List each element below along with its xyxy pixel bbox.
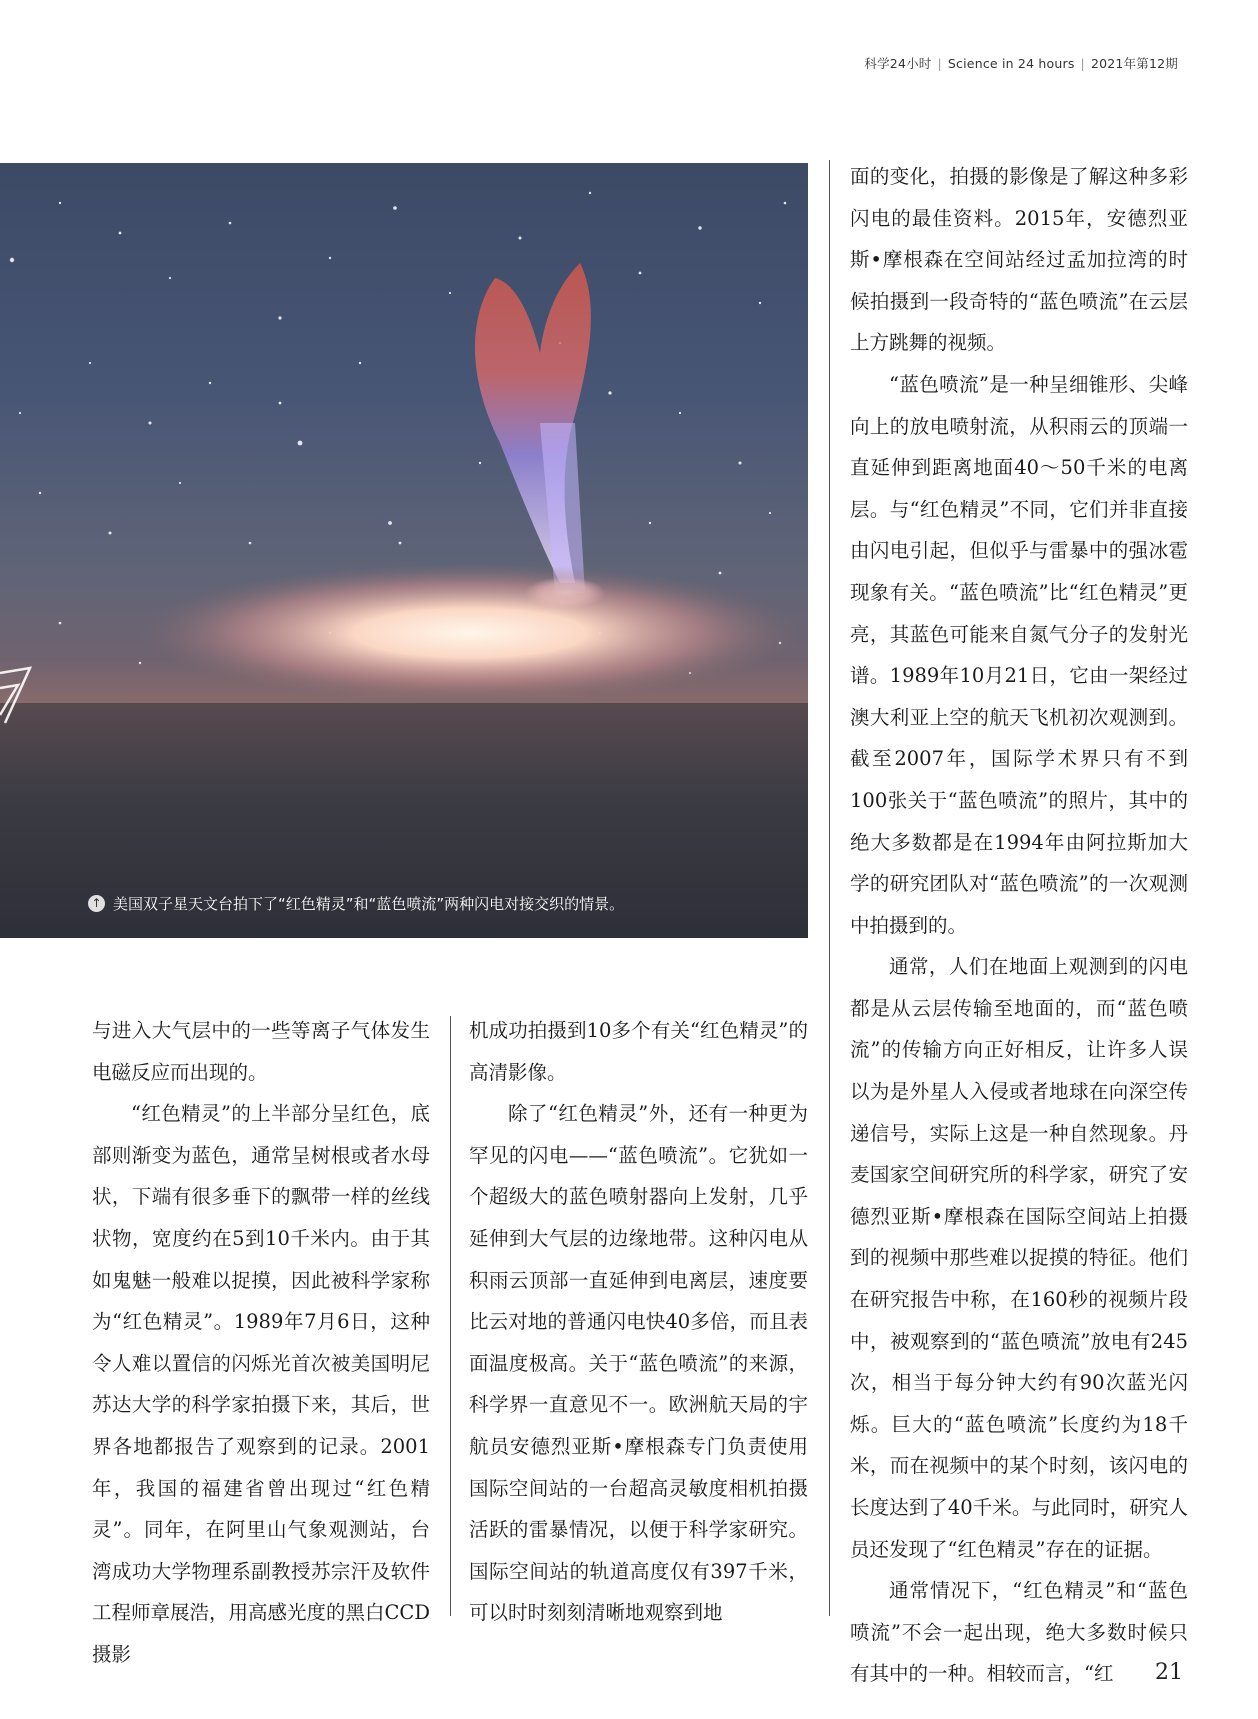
column-divider	[829, 160, 830, 1616]
text-column-3	[850, 156, 1188, 1695]
photo-caption	[88, 893, 624, 914]
photo-illustration	[0, 163, 808, 938]
caption-text: 美国双子星天文台拍下了“红色精灵”和“蓝色喷流”两种闪电对接交织的情景。	[113, 895, 625, 913]
issue-label: 2021年第12期	[1090, 56, 1178, 71]
paragraph: 面的变化，拍摄的影像是了解这种多彩闪电的最佳资料。2015年，安德烈亚斯•摩根森在空间站经过孟加拉湾的时候拍摄到一段奇特的“蓝色喷流”在云层上方跳舞的视频。	[850, 165, 1188, 355]
header-separator: |	[937, 56, 942, 71]
up-arrow-icon: ↑	[88, 895, 105, 912]
paragraph: “蓝色喷流”是一种呈细锥形、尖峰向上的放电喷射流，从积雨云的顶端一直延伸到距离地面40～50千米的电离层。与“红色精灵”不同，它们并非直接由闪电引起，但似乎与雷暴中的强冰雹现象有关。“蓝色喷流”比“红色精灵”更亮，其蓝色可能来自氮气分子的发射光谱。1989年10月21日，它由一架经过澳大利亚上空的航天飞机初次观测到。截至2007年，国际学术界只有不到100张关于“蓝色喷流”的照片，其中的绝大多数都是在1994年由阿拉斯加大学的研究团队对“蓝色喷流”的一次观测中拍摄到的。	[850, 372, 1188, 937]
running-header	[864, 54, 1178, 72]
storm-cloud-glow	[140, 563, 800, 703]
text-column-1	[92, 1010, 430, 1676]
header-separator: |	[1080, 56, 1085, 71]
paragraph: “红色精灵”的上半部分呈红色，底部则渐变为蓝色，通常呈树根或者水母状，下端有很多垂下的飘带一样的丝线状物，宽度约在5到10千米内。由于其如鬼魅一般难以捉摸，因此被科学家称为“红色精灵”。1989年7月6日，这种令人难以置信的闪烁光首次被美国明尼苏达大学的科学家拍摄下来，其后，世界各地都报告了观察到的记录。2001年，我国的福建省曾出现过“红色精灵”。同年，在阿里山气象观测站，台湾成功大学物理系副教授苏宗汗及软件工程师章展浩，用高感光度的黑白CCD摄影	[92, 1102, 430, 1666]
magazine-name: 科学24小时	[864, 56, 932, 71]
text-column-2	[469, 1010, 808, 1634]
lightning-photo	[0, 163, 808, 938]
column-divider	[450, 1016, 451, 1616]
page-number: 21	[1155, 1660, 1183, 1685]
paragraph: 通常，人们在地面上观测到的闪电都是从云层传输至地面的，而“蓝色喷流”的传输方向正好相反，让许多人误以为是外星人入侵或者地球在向深空传递信号，实际上这是一种自然现象。丹麦国家空间研究所的科学家，研究了安德烈亚斯•摩根森在国际空间站上拍摄到的视频中那些难以捉摸的特征。他们在研究报告中称，在160秒的视频片段中，被观察到的“蓝色喷流”放电有245次，相当于每分钟大约有90次蓝光闪烁。巨大的“蓝色喷流”长度约为18千米，而在视频中的某个时刻，该闪电的长度达到了40千米。与此同时，研究人员还发现了“红色精灵”存在的证据。	[850, 955, 1188, 1561]
paragraph: 除了“红色精灵”外，还有一种更为罕见的闪电——“蓝色喷流”。它犹如一个超级大的蓝色喷射器向上发射，几乎延伸到大气层的边缘地带。这种闪电从积雨云顶部一直延伸到电离层，速度要比云对地的普通闪电快40多倍，而且表面温度极高。关于“蓝色喷流”的来源，科学界一直意见不一。欧洲航天局的宇航员安德烈亚斯•摩根森专门负责使用国际空间站的一台超高灵敏度相机拍摄活跃的雷暴情况，以便于科学家研究。国际空间站的轨道高度仅有397千米，可以时时刻刻清晰地观察到地	[469, 1102, 808, 1625]
paragraph: 通常情况下，“红色精灵”和“蓝色喷流”不会一起出现，绝大多数时候只有其中的一种。相较而言，“红	[850, 1579, 1188, 1686]
paragraph: 机成功拍摄到10多个有关“红色精灵”的高清影像。	[469, 1019, 808, 1084]
magazine-english-name: Science in 24 hours	[947, 56, 1075, 71]
paragraph: 与进入大气层中的一些等离子气体发生电磁反应而出现的。	[92, 1019, 430, 1084]
